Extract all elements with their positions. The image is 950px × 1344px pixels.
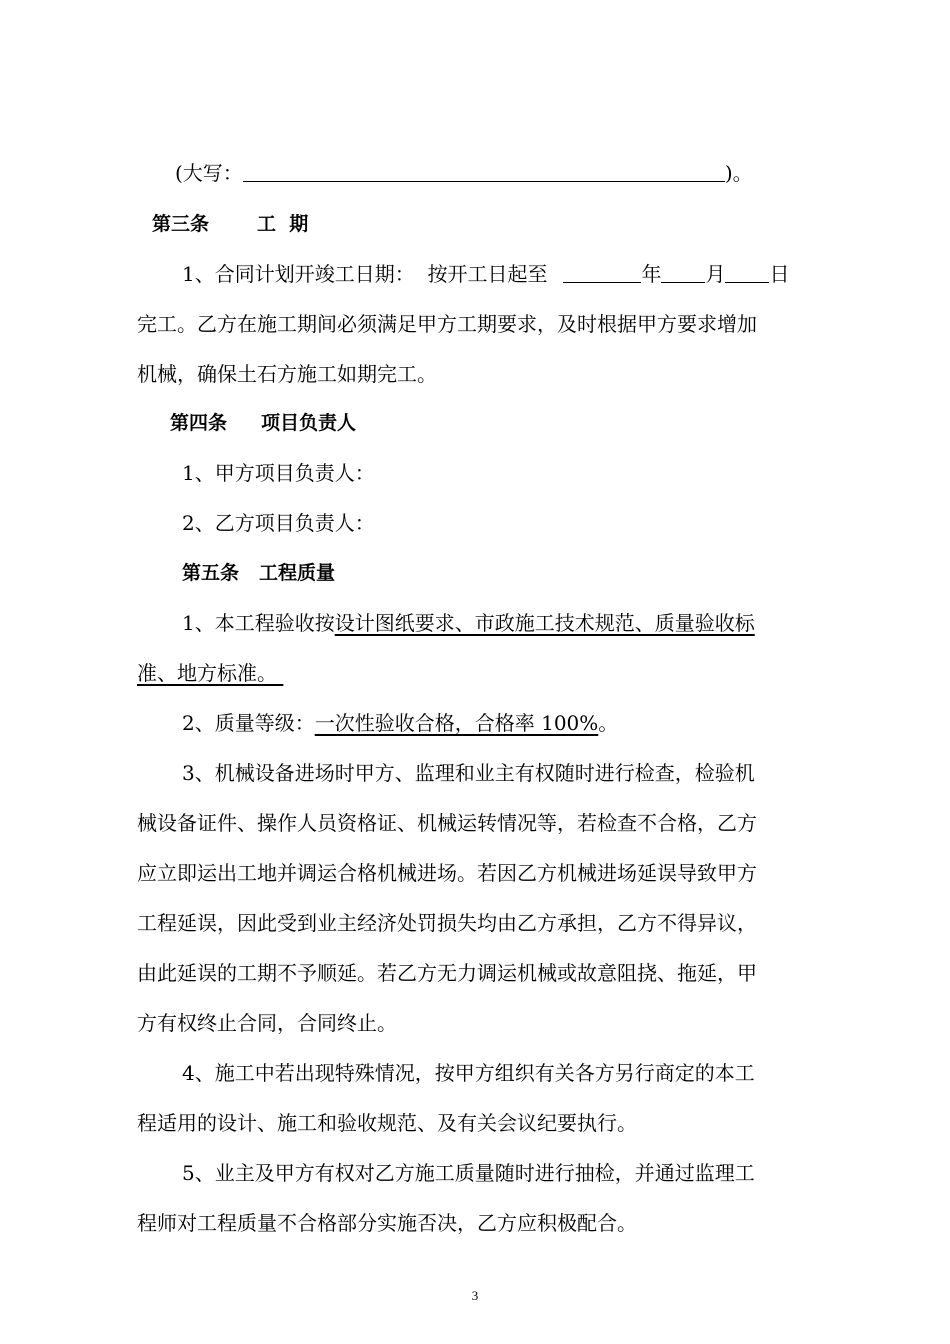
article3-item1-line2: 完工。乙方在施工期间必须满足甲方工期要求，及时根据甲方要求增加 [137, 312, 757, 336]
article5-item4-line: 程适用的设计、施工和验收规范、及有关会议纪要执行。 [137, 1111, 637, 1135]
day-label: 日 [769, 262, 790, 286]
article3-item1-text: 1、合同计划开竣工日期： 按开工日起至 [182, 262, 548, 286]
page-number: 3 [471, 1288, 479, 1303]
article3-item1-line3: 机械，确保土石方施工如期完工。 [137, 362, 437, 386]
article5-item3-line: 3、机械设备进场时甲方、监理和业主有权随时进行检查，检验机 [182, 761, 755, 785]
article3-heading [152, 211, 852, 237]
month-blank [661, 262, 705, 283]
amount-blank [243, 161, 725, 182]
amount-suffix: )。 [724, 161, 753, 185]
article5-title: 工程质量 [259, 562, 336, 584]
article5-item3-line: 方有权终止合同，合同终止。 [137, 1011, 397, 1035]
article5-item4-line: 4、施工中若出现特殊情况，按甲方组织有关各方另行商定的本工 [182, 1061, 755, 1085]
article4-title: 项目负责人 [261, 412, 357, 434]
year-label: 年 [641, 262, 662, 286]
article5-item1-line2 [137, 660, 837, 686]
article5-item3-line: 械设备证件、操作人员资格证、机械运转情况等，若检查不合格，乙方 [137, 811, 757, 835]
article3-number: 第三条 [152, 213, 210, 235]
article5-item1-line1 [182, 610, 882, 636]
article5-item1-underlined-2: 准、地方标准。 [137, 661, 284, 685]
article5-number: 第五条 [182, 562, 240, 584]
article5-item1-underlined: 设计图纸要求、市政施工技术规范、质量验收标 [334, 611, 755, 635]
month-label: 月 [705, 262, 726, 286]
article5-item5-line: 5、业主及甲方有权对乙方施工质量随时进行抽检，并通过监理工 [182, 1161, 755, 1185]
day-blank [725, 262, 769, 283]
article5-item2 [182, 710, 882, 736]
quality-grade-label: 2、质量等级： [182, 711, 315, 735]
amount-in-words-line [175, 160, 875, 186]
article5-item3-line: 应立即运出工地并调运合格机械进场。若因乙方机械进场延误导致甲方 [137, 861, 757, 885]
article4-number: 第四条 [170, 412, 228, 434]
article3-title: 工 期 [257, 213, 309, 235]
amount-prefix: (大写： [175, 161, 243, 185]
article5-item3-line: 工程延误，因此受到业主经济处罚损失均由乙方承担，乙方不得异议， [137, 911, 757, 935]
article4-item2: 2、乙方项目负责人： [182, 511, 375, 535]
year-blank [563, 262, 641, 283]
article5-item3-line: 由此延误的工期不予顺延。若乙方无力调运机械或故意阻挠、拖延，甲 [137, 961, 757, 985]
article3-item1-line1 [182, 261, 882, 287]
article4-item1: 1、甲方项目负责人： [182, 461, 375, 485]
article5-item5-line: 程师对工程质量不合格部分实施否决，乙方应积极配合。 [137, 1211, 637, 1235]
quality-grade-value: 一次性验收合格，合格率 100% [314, 711, 599, 735]
article4-heading [170, 410, 870, 436]
article5-heading [182, 560, 882, 586]
quality-grade-suffix: 。 [598, 711, 619, 735]
article5-item1-prefix: 1、本工程验收按 [182, 611, 335, 635]
